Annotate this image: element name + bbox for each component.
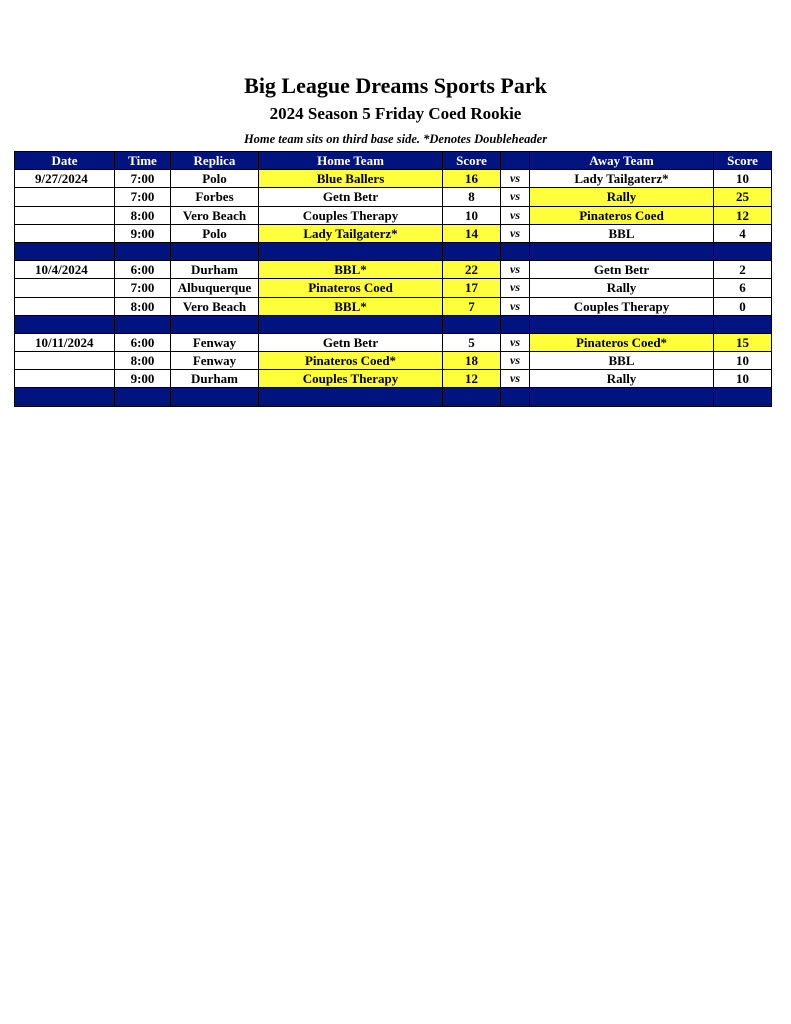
table-row xyxy=(15,206,772,224)
replica-cell: Vero Beach xyxy=(171,206,259,224)
away-team-cell: Getn Betr xyxy=(530,261,714,279)
vs-cell: vs xyxy=(501,333,530,351)
col-header-time: Time xyxy=(115,152,171,170)
home-team-cell: Couples Therapy xyxy=(259,206,443,224)
table-row xyxy=(15,224,772,242)
page-subtitle: 2024 Season 5 Friday Coed Rookie xyxy=(269,104,522,123)
vs-cell: vs xyxy=(501,297,530,315)
time-cell: 9:00 xyxy=(115,224,171,242)
away-score-cell: 2 xyxy=(714,261,772,279)
home-team-cell: Pinateros Coed xyxy=(259,279,443,297)
page-title: Big League Dreams Sports Park xyxy=(244,73,547,98)
vs-cell: vs xyxy=(501,206,530,224)
replica-cell: Durham xyxy=(171,370,259,388)
week-separator-row xyxy=(15,315,772,333)
col-header-away-team: Away Team xyxy=(530,152,714,170)
home-score-cell: 5 xyxy=(443,333,501,351)
time-cell: 8:00 xyxy=(115,352,171,370)
date-cell xyxy=(15,352,115,370)
replica-cell: Fenway xyxy=(171,333,259,351)
col-header-vs xyxy=(501,152,530,170)
time-cell: 8:00 xyxy=(115,206,171,224)
replica-cell: Forbes xyxy=(171,188,259,206)
away-team-cell: Pinateros Coed xyxy=(530,206,714,224)
col-header-away-score: Score xyxy=(714,152,772,170)
vs-cell: vs xyxy=(501,261,530,279)
home-team-cell: Getn Betr xyxy=(259,188,443,206)
away-team-cell: BBL xyxy=(530,352,714,370)
home-score-cell: 18 xyxy=(443,352,501,370)
away-score-cell: 6 xyxy=(714,279,772,297)
vs-cell: vs xyxy=(501,170,530,188)
home-team-cell: BBL* xyxy=(259,297,443,315)
replica-cell: Albuquerque xyxy=(171,279,259,297)
time-cell: 7:00 xyxy=(115,279,171,297)
date-cell xyxy=(15,297,115,315)
away-team-cell: Couples Therapy xyxy=(530,297,714,315)
home-score-cell: 12 xyxy=(443,370,501,388)
col-header-replica: Replica xyxy=(171,152,259,170)
away-team-cell: Rally xyxy=(530,279,714,297)
replica-cell: Durham xyxy=(171,261,259,279)
table-row xyxy=(15,333,772,351)
table-row xyxy=(15,279,772,297)
date-cell: 10/11/2024 xyxy=(15,333,115,351)
table-row xyxy=(15,297,772,315)
vs-cell: vs xyxy=(501,224,530,242)
replica-cell: Vero Beach xyxy=(171,297,259,315)
away-team-cell: BBL xyxy=(530,224,714,242)
away-team-cell: Pinateros Coed* xyxy=(530,333,714,351)
replica-cell: Polo xyxy=(171,170,259,188)
date-cell xyxy=(15,279,115,297)
home-score-cell: 8 xyxy=(443,188,501,206)
week-separator-row xyxy=(15,242,772,260)
away-team-cell: Lady Tailgaterz* xyxy=(530,170,714,188)
home-score-cell: 16 xyxy=(443,170,501,188)
home-team-cell: BBL* xyxy=(259,261,443,279)
time-cell: 8:00 xyxy=(115,297,171,315)
replica-cell: Polo xyxy=(171,224,259,242)
away-score-cell: 0 xyxy=(714,297,772,315)
date-cell xyxy=(15,224,115,242)
vs-cell: vs xyxy=(501,279,530,297)
time-cell: 6:00 xyxy=(115,333,171,351)
col-header-home-score: Score xyxy=(443,152,501,170)
table-row xyxy=(15,352,772,370)
away-score-cell: 25 xyxy=(714,188,772,206)
home-team-cell: Lady Tailgaterz* xyxy=(259,224,443,242)
vs-cell: vs xyxy=(501,188,530,206)
vs-cell: vs xyxy=(501,370,530,388)
date-cell: 10/4/2024 xyxy=(15,261,115,279)
home-score-cell: 7 xyxy=(443,297,501,315)
away-score-cell: 10 xyxy=(714,170,772,188)
time-cell: 7:00 xyxy=(115,188,171,206)
time-cell: 9:00 xyxy=(115,370,171,388)
home-score-cell: 22 xyxy=(443,261,501,279)
date-cell xyxy=(15,206,115,224)
home-score-cell: 14 xyxy=(443,224,501,242)
col-header-home-team: Home Team xyxy=(259,152,443,170)
table-row xyxy=(15,188,772,206)
date-cell: 9/27/2024 xyxy=(15,170,115,188)
home-score-cell: 10 xyxy=(443,206,501,224)
away-team-cell: Rally xyxy=(530,370,714,388)
table-row xyxy=(15,170,772,188)
schedule-note: Home team sits on third base side. *Denotes Doubleheader xyxy=(243,132,548,146)
away-score-cell: 4 xyxy=(714,224,772,242)
home-score-cell: 17 xyxy=(443,279,501,297)
away-score-cell: 15 xyxy=(714,333,772,351)
col-header-date: Date xyxy=(15,152,115,170)
home-team-cell: Couples Therapy xyxy=(259,370,443,388)
home-team-cell: Getn Betr xyxy=(259,333,443,351)
away-score-cell: 10 xyxy=(714,352,772,370)
schedule-table xyxy=(14,151,772,407)
week-separator-row xyxy=(15,388,772,406)
vs-cell: vs xyxy=(501,352,530,370)
replica-cell: Fenway xyxy=(171,352,259,370)
away-score-cell: 12 xyxy=(714,206,772,224)
away-score-cell: 10 xyxy=(714,370,772,388)
date-cell xyxy=(15,370,115,388)
time-cell: 6:00 xyxy=(115,261,171,279)
time-cell: 7:00 xyxy=(115,170,171,188)
home-team-cell: Pinateros Coed* xyxy=(259,352,443,370)
table-header-row xyxy=(15,152,772,170)
away-team-cell: Rally xyxy=(530,188,714,206)
table-row xyxy=(15,370,772,388)
date-cell xyxy=(15,188,115,206)
table-row xyxy=(15,261,772,279)
home-team-cell: Blue Ballers xyxy=(259,170,443,188)
